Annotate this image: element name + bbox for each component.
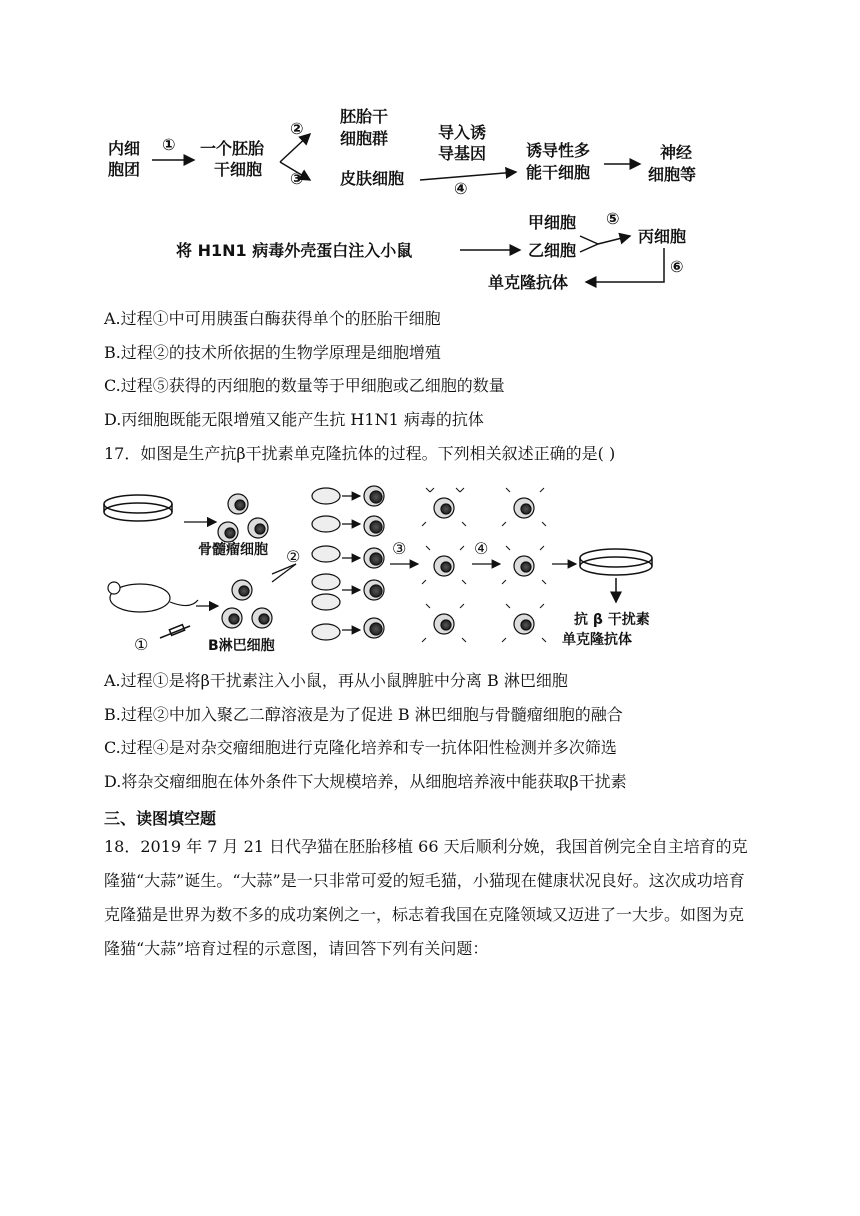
stem-cell-flow-diagram [100, 100, 720, 300]
step-3-label-fig2: ③ [392, 539, 407, 558]
culture-dish-right [580, 549, 652, 602]
syringe-icon [160, 625, 190, 638]
node-nerve-1: 神经 [660, 143, 693, 162]
q18-text: 18．2019 年 7 月 21 日代孕猫在胚胎移植 66 天后顺利分娩，我国首例完全自主培育的克隆猫“大蒜”诞生。“大蒜”是一只非常可爱的短毛猫，小猫现在健康状况良好。这次成功培育克隆猫是世界为数不多的成功案例之一，标志着我国在克隆领域又迈进了一大步。如图为克隆猫“大蒜”培育过程的示意图，请回答下列有关问题： [104, 837, 748, 958]
q16-option-a: A.过程①中可用胰蛋白酶获得单个的胚胎干细胞 [104, 309, 441, 328]
node-inner-cell-mass-2: 胞团 [108, 160, 141, 179]
node-induced-gene-1: 导入诱 [438, 123, 487, 142]
q16-option-b: B.过程②的技术所依据的生物学原理是细胞增殖 [104, 343, 441, 362]
step-2-label-fig2: ② [286, 547, 301, 566]
culture-dish-left [104, 495, 172, 521]
q16-option-c: C.过程⑤获得的丙细胞的数量等于甲细胞或乙细胞的数量 [104, 376, 505, 395]
node-cell-c: 丙细胞 [638, 227, 687, 246]
product-label-1: 抗 β 干扰素 [574, 612, 650, 628]
section-3-title: 三、读图填空题 [104, 809, 217, 828]
node-ips-1: 诱导性多 [526, 141, 591, 160]
step-4-label-fig2: ④ [474, 539, 489, 558]
node-cell-b: 乙细胞 [528, 241, 577, 260]
myeloma-label: 骨髓瘤细胞 [198, 542, 268, 558]
step-4-label: ④ [454, 179, 468, 198]
node-nerve-2: 细胞等 [648, 165, 697, 184]
node-mab: 单克隆抗体 [488, 273, 569, 292]
node-skin-cell: 皮肤细胞 [340, 169, 405, 188]
antibody-cells-column-1 [434, 498, 454, 634]
myeloma-cells [218, 494, 268, 542]
q17-stem: 17．如图是生产抗β干扰素单克隆抗体的过程。下列相关叙述正确的是( ) [104, 444, 616, 463]
node-es-cell-2: 干细胞 [214, 160, 263, 179]
node-es-group-1: 胚胎干 [340, 107, 389, 126]
node-es-group-2: 细胞群 [340, 129, 389, 148]
q17-option-d: D.将杂交瘤细胞在体外条件下大规模培养，从细胞培养液中能获取β干扰素 [104, 772, 627, 791]
monoclonal-antibody-diagram [100, 478, 700, 658]
product-label-2: 单克隆抗体 [562, 632, 632, 648]
fused-cells-column [312, 488, 340, 640]
q17-option-a: A.过程①是将β干扰素注入小鼠，再从小鼠脾脏中分离 B 淋巴细胞 [104, 671, 568, 690]
node-cell-a: 甲细胞 [528, 213, 577, 232]
mouse-icon [108, 582, 198, 612]
step-3-label: ③ [290, 169, 304, 188]
b-cell-label: B淋巴细胞 [208, 638, 275, 654]
step-2-label: ② [290, 119, 304, 138]
q17-option-b: B.过程②中加入聚乙二醇溶液是为了促进 B 淋巴细胞与骨髓瘤细胞的融合 [104, 705, 623, 724]
node-es-cell-1: 一个胚胎 [200, 139, 265, 158]
node-inner-cell-mass-1: 内细 [108, 139, 141, 158]
hybridoma-column [364, 486, 384, 638]
step-6-label: ⑥ [670, 257, 684, 276]
node-ips-2: 能干细胞 [526, 163, 591, 182]
step-1-label-fig2: ① [134, 635, 149, 654]
step-5-label: ⑤ [606, 209, 620, 228]
antibody-cells-column-2 [514, 498, 534, 634]
q16-option-d: D.丙细胞既能无限增殖又能产生抗 H1N1 病毒的抗体 [104, 410, 484, 429]
b-cells [222, 580, 272, 628]
node-inject: 将 H1N1 病毒外壳蛋白注入小鼠 [176, 241, 413, 260]
node-induced-gene-2: 导基因 [438, 144, 487, 163]
q17-option-c: C.过程④是对杂交瘤细胞进行克隆化培养和专一抗体阳性检测并多次筛选 [104, 738, 617, 757]
step-1-label: ① [162, 135, 176, 154]
